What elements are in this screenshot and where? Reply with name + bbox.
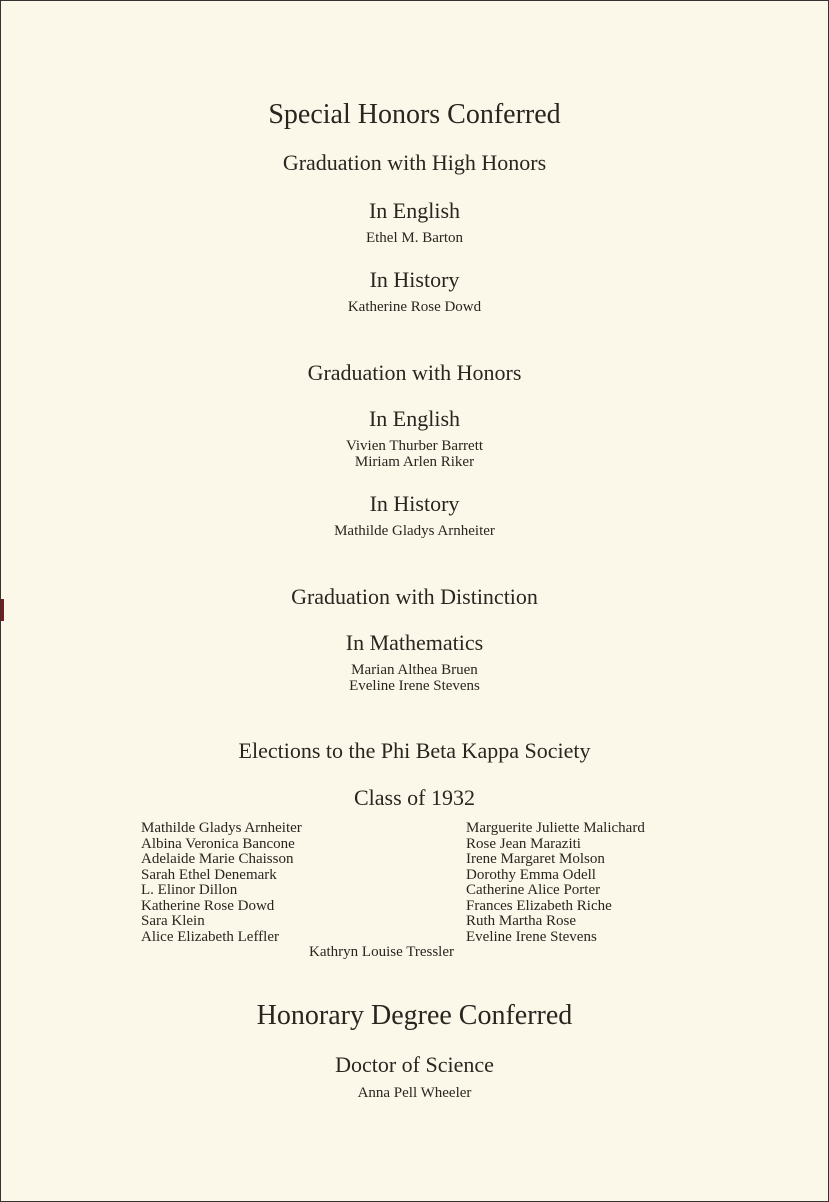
list-item: L. Elinor Dillon bbox=[141, 882, 238, 898]
degree-recipient: Anna Pell Wheeler bbox=[357, 1085, 472, 1101]
honors-english-name: Miriam Arlen Riker bbox=[354, 454, 475, 470]
distinction-heading: Graduation with Distinction bbox=[291, 584, 538, 609]
list-item: Mathilde Gladys Arnheiter bbox=[141, 820, 302, 836]
list-item: Dorothy Emma Odell bbox=[466, 866, 596, 883]
high-honors-english-label: In English bbox=[368, 198, 461, 223]
high-honors-history-name: Katherine Rose Dowd bbox=[347, 299, 482, 315]
pbk-right-column bbox=[466, 821, 645, 945]
honors-english-name: Vivien Thurber Barrett bbox=[345, 438, 484, 454]
list-item: Sara Klein bbox=[141, 913, 205, 929]
high-honors-heading: Graduation with High Honors bbox=[282, 150, 547, 175]
list-item: Rose Jean Maraziti bbox=[466, 835, 581, 852]
class-label: Class of 1932 bbox=[354, 785, 475, 810]
list-item: Katherine Rose Dowd bbox=[141, 897, 275, 914]
honors-english-label: In English bbox=[368, 406, 461, 431]
honors-history-label: In History bbox=[369, 491, 460, 516]
distinction-math-label: In Mathematics bbox=[345, 630, 484, 655]
honors-history-name: Mathilde Gladys Arnheiter bbox=[334, 523, 495, 539]
list-item: Marguerite Juliette Malichard bbox=[466, 820, 645, 836]
pbk-last-name: Kathryn Louise Tressler bbox=[309, 944, 454, 960]
distinction-math-name: Eveline Irene Stevens bbox=[349, 678, 480, 694]
list-item: Adelaide Marie Chaisson bbox=[141, 851, 294, 867]
special-honors-title: Special Honors Conferred bbox=[268, 99, 561, 130]
high-honors-english-name: Ethel M. Barton bbox=[365, 230, 464, 246]
list-item: Frances Elizabeth Riche bbox=[466, 897, 612, 914]
distinction-math-name: Marian Althea Bruen bbox=[351, 662, 478, 678]
list-item: Sarah Ethel Denemark bbox=[141, 866, 277, 883]
phi-beta-kappa-heading: Elections to the Phi Beta Kappa Society bbox=[238, 738, 591, 763]
degree-name: Doctor of Science bbox=[335, 1052, 494, 1077]
honors-heading: Graduation with Honors bbox=[307, 360, 522, 385]
list-item: Albina Veronica Bancone bbox=[141, 835, 295, 852]
list-item: Irene Margaret Molson bbox=[466, 851, 605, 867]
list-item: Eveline Irene Stevens bbox=[466, 928, 597, 945]
honorary-degree-title: Honorary Degree Conferred bbox=[256, 1000, 573, 1031]
list-item: Ruth Martha Rose bbox=[466, 913, 576, 929]
list-item: Catherine Alice Porter bbox=[466, 882, 601, 898]
list-item: Alice Elizabeth Leffler bbox=[141, 928, 279, 945]
pbk-left-column bbox=[141, 821, 302, 945]
high-honors-history-label: In History bbox=[369, 267, 460, 292]
